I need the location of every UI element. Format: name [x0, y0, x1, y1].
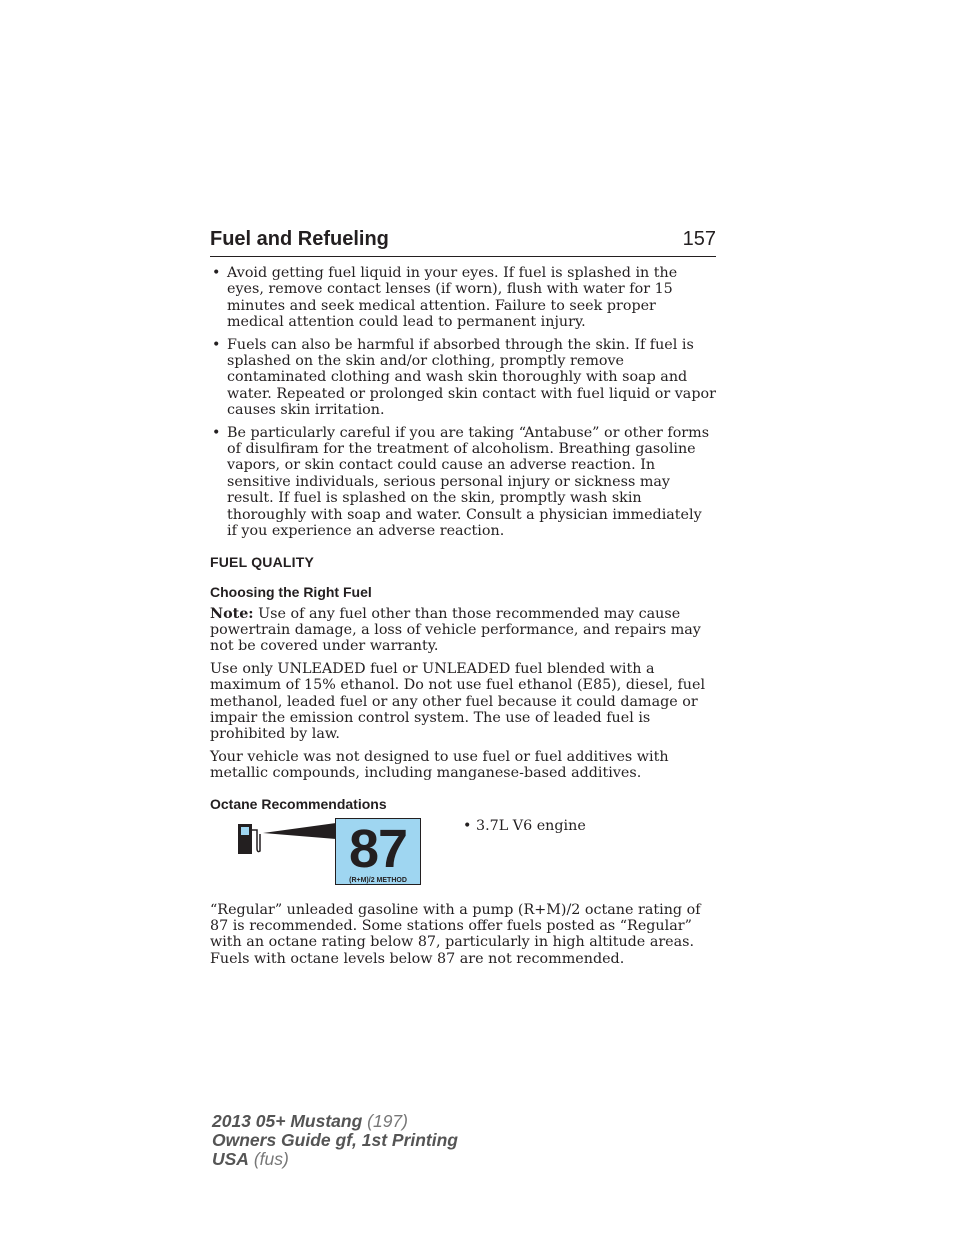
bullet-item: • Be particularly careful if you are taking “Antabuse” or other forms of disulfiram for the treatment of alcoholism. Breathing gasoline vapors, or skin contact could cause an adverse reaction. In sensitive individuals, serious personal injury or sickness may result. If fuel is splashed on the skin, promptly wash skin thoroughly with soap and water. Consult a physician immediately if you experience an adverse reaction. — [210, 425, 716, 540]
subsection-title: Choosing the Right Fuel — [210, 583, 372, 600]
footer-code: (197) — [362, 1111, 408, 1131]
bullet-item: • Fuels can also be harmful if absorbed through the skin. If fuel is splashed on the skin and/or clothing, promptly remove contaminated clothing and wash skin thoroughly with soap and water. Repeated or prolonged skin contact with fuel liquid or vapor causes skin irritation. — [210, 337, 716, 419]
safety-bullet-list — [210, 265, 716, 540]
paragraph: “Regular” unleaded gasoline with a pump (R+M)/2 octane rating of 87 is recommended. Some stations offer fuels posted as “Regular” with an octane rating below 87, particularly in high altitude areas. Fuels with octane levels below 87 are not recommended. — [210, 901, 701, 967]
note-text: Use of any fuel other than those recommended may cause powertrain damage, a loss of vehicle performance, and repairs may not be covered under warranty. — [210, 605, 701, 655]
paragraph: Your vehicle was not designed to use fuel or fuel additives with metallic compounds, including manganese-based additives. — [210, 748, 669, 782]
note-label: Note: — [210, 605, 254, 622]
section-title: FUEL QUALITY — [210, 553, 315, 570]
page-content — [210, 228, 716, 973]
footer-line — [212, 1131, 458, 1150]
octane-method: (R+M)/2 METHOD — [349, 876, 407, 884]
footer-guide: Owners Guide gf, 1st Printing — [212, 1130, 458, 1150]
page-footer — [212, 1112, 458, 1169]
octane-label — [335, 818, 421, 885]
note-paragraph — [210, 606, 716, 655]
chapter-title: Fuel and Refueling — [210, 228, 389, 250]
page-number: 157 — [682, 228, 716, 250]
bullet-item: • Avoid getting fuel liquid in your eyes. If fuel is splashed in the eyes, remove contact lenses (if worn), flush with water for 15 minutes and seek medical attention. Failure to seek proper medical attention could lead to permanent injury. — [210, 265, 716, 331]
octane-number: 87 — [348, 818, 408, 879]
fuel-pump-icon — [237, 822, 263, 858]
footer-region-code: (fus) — [248, 1149, 289, 1169]
footer-region: USA — [212, 1149, 249, 1169]
paragraph: Use only UNLEADED fuel or UNLEADED fuel blended with a maximum of 15% ethanol. Do not use fuel ethanol (E85), diesel, fuel methanol, leaded fuel or any other fuel because it could damage or impair the emission control system. The use of leaded fuel is prohibited by law. — [210, 660, 706, 743]
footer-line — [212, 1150, 458, 1169]
page-header — [210, 228, 716, 257]
octane-figure — [210, 818, 716, 888]
footer-line — [212, 1112, 458, 1131]
subsection-title: Octane Recommendations — [210, 795, 387, 812]
footer-model: 2013 05+ Mustang — [212, 1111, 363, 1131]
pointer-wedge-icon — [263, 823, 336, 855]
engine-bullet: • 3.7L V6 engine — [463, 818, 586, 834]
